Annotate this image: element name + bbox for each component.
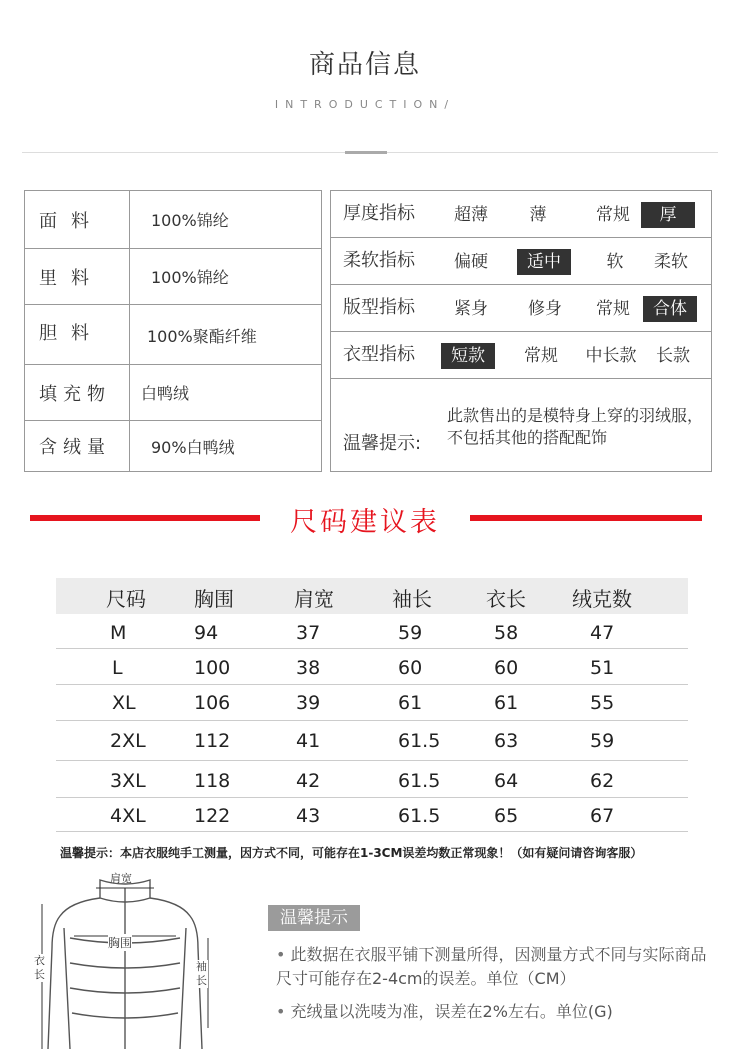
material-label: 面料 xyxy=(25,191,130,248)
size-cell: 59 xyxy=(398,622,423,644)
indicator-label: 衣型指标 xyxy=(343,344,415,365)
indicator-note-label: 温馨提示: xyxy=(343,433,422,454)
size-cell: 43 xyxy=(296,805,321,827)
material-row xyxy=(25,191,321,249)
indicator-option-selected: 合体 xyxy=(643,296,697,322)
material-row xyxy=(25,249,321,305)
indicator-row-fit xyxy=(331,285,711,332)
indicator-option: 紧身 xyxy=(454,299,488,319)
indicators-table xyxy=(330,190,712,472)
material-value: 100%锦纶 xyxy=(151,211,229,230)
size-header-cell: 衣长 xyxy=(486,587,526,611)
material-value: 100%聚酯纤维 xyxy=(147,327,257,346)
size-cell: 60 xyxy=(494,657,519,679)
indicator-row-thickness xyxy=(331,191,711,238)
row-divider xyxy=(56,648,688,649)
bullet-dot-icon: • xyxy=(276,945,286,964)
indicator-option-selected: 短款 xyxy=(441,343,495,369)
size-cell: 2XL xyxy=(110,730,146,752)
bullet-dot-icon: • xyxy=(276,1002,286,1021)
size-cell: M xyxy=(110,622,127,644)
size-header-cell: 袖长 xyxy=(392,587,432,611)
indicator-option: 常规 xyxy=(596,299,630,319)
size-cell: 65 xyxy=(494,805,519,827)
size-cell: 64 xyxy=(494,770,519,792)
indicator-option: 柔软 xyxy=(654,252,688,272)
row-divider xyxy=(56,684,688,685)
material-row xyxy=(25,421,321,471)
indicator-row-length xyxy=(331,332,711,379)
indicator-label: 厚度指标 xyxy=(343,203,415,224)
material-label: 里料 xyxy=(25,249,130,304)
indicator-option: 中长款 xyxy=(585,346,637,366)
warm-tip-item xyxy=(276,1000,716,1024)
material-label: 填充物 xyxy=(25,365,130,420)
size-cell: 51 xyxy=(590,657,615,679)
diagram-length-label: 衣长 xyxy=(34,954,45,981)
size-header-cell: 胸围 xyxy=(194,587,234,611)
indicator-option-selected: 厚 xyxy=(641,202,695,228)
size-cell: 61.5 xyxy=(398,730,441,752)
size-cell: 61 xyxy=(398,692,423,714)
size-cell: 41 xyxy=(296,730,321,752)
size-cell: 61.5 xyxy=(398,770,441,792)
size-section-title: 尺码建议表 xyxy=(290,507,440,538)
size-cell: 3XL xyxy=(110,770,146,792)
warm-tip-text: 充绒量以洗唛为准，误差在2%左右。单位(G) xyxy=(290,1002,613,1021)
size-cell: 94 xyxy=(194,622,219,644)
size-cell: 47 xyxy=(590,622,615,644)
size-cell: L xyxy=(112,657,123,679)
material-row xyxy=(25,305,321,365)
size-cell: 61.5 xyxy=(398,805,441,827)
size-header-cell: 肩宽 xyxy=(294,587,334,611)
material-label: 含绒量 xyxy=(25,421,130,471)
material-value: 100%锦纶 xyxy=(151,268,229,287)
size-header-cell: 绒克数 xyxy=(572,587,632,611)
diagram-chest-label: 胸围 xyxy=(108,936,133,950)
size-cell: 63 xyxy=(494,730,519,752)
warm-tip-text: 此数据在衣服平铺下测量所得，因测量方式不同与实际商品尺寸可能存在2-4cm的误差。单位（CM） xyxy=(276,945,707,988)
indicator-option-selected: 适中 xyxy=(517,249,571,275)
indicator-option: 长款 xyxy=(656,346,690,366)
diagram-sleeve-label: 袖长 xyxy=(196,960,207,987)
material-row xyxy=(25,365,321,421)
size-cell: 112 xyxy=(194,730,231,752)
size-cell: 58 xyxy=(494,622,519,644)
indicator-option: 偏硬 xyxy=(454,252,488,272)
materials-table xyxy=(24,190,322,472)
page-subtitle: INTRODUCTION/ xyxy=(274,98,456,111)
size-cell: 39 xyxy=(296,692,321,714)
row-divider xyxy=(56,760,688,761)
size-tip: 温馨提示：本店衣服纯手工测量，因方式不同，可能存在1-3CM误差均数正常现象！（如有疑问请咨询客服） xyxy=(60,846,643,860)
indicator-note-text: 此款售出的是模特身上穿的羽绒服，不包括其他的搭配配饰 xyxy=(447,406,704,447)
material-value: 90%白鸭绒 xyxy=(151,437,235,457)
size-cell: 100 xyxy=(194,657,231,679)
size-cell: 122 xyxy=(194,805,231,827)
material-label: 胆料 xyxy=(25,305,130,364)
indicator-option: 软 xyxy=(606,252,624,272)
page-title: 商品信息 xyxy=(308,50,421,80)
size-cell: 4XL xyxy=(110,805,146,827)
row-divider xyxy=(56,797,688,798)
indicator-option: 常规 xyxy=(524,346,558,366)
size-cell: 118 xyxy=(194,770,231,792)
warm-tip-item xyxy=(276,943,716,991)
diagram-shoulder-label: 肩宽 xyxy=(110,872,132,885)
indicator-option: 修身 xyxy=(528,299,562,319)
size-cell: XL xyxy=(112,692,136,714)
indicator-label: 柔软指标 xyxy=(343,250,415,271)
indicator-row-softness xyxy=(331,238,711,285)
row-divider xyxy=(56,720,688,721)
warm-tips-heading: 温馨提示 xyxy=(268,905,360,931)
size-header-cell: 尺码 xyxy=(106,587,146,611)
jacket-diagram xyxy=(30,868,220,1049)
size-cell: 37 xyxy=(296,622,321,644)
size-cell: 38 xyxy=(296,657,321,679)
indicator-label: 版型指标 xyxy=(343,297,415,318)
indicator-option: 常规 xyxy=(596,205,630,225)
indicator-option: 薄 xyxy=(529,205,547,225)
size-cell: 55 xyxy=(590,692,615,714)
size-cell: 60 xyxy=(398,657,423,679)
size-cell: 59 xyxy=(590,730,615,752)
size-cell: 62 xyxy=(590,770,615,792)
divider-accent xyxy=(345,151,387,154)
size-cell: 42 xyxy=(296,770,321,792)
size-cell: 61 xyxy=(494,692,519,714)
indicator-option: 超薄 xyxy=(454,205,488,225)
size-cell: 106 xyxy=(194,692,231,714)
material-value: 白鸭绒 xyxy=(141,384,190,403)
size-cell: 67 xyxy=(590,805,615,827)
row-divider xyxy=(56,831,688,832)
